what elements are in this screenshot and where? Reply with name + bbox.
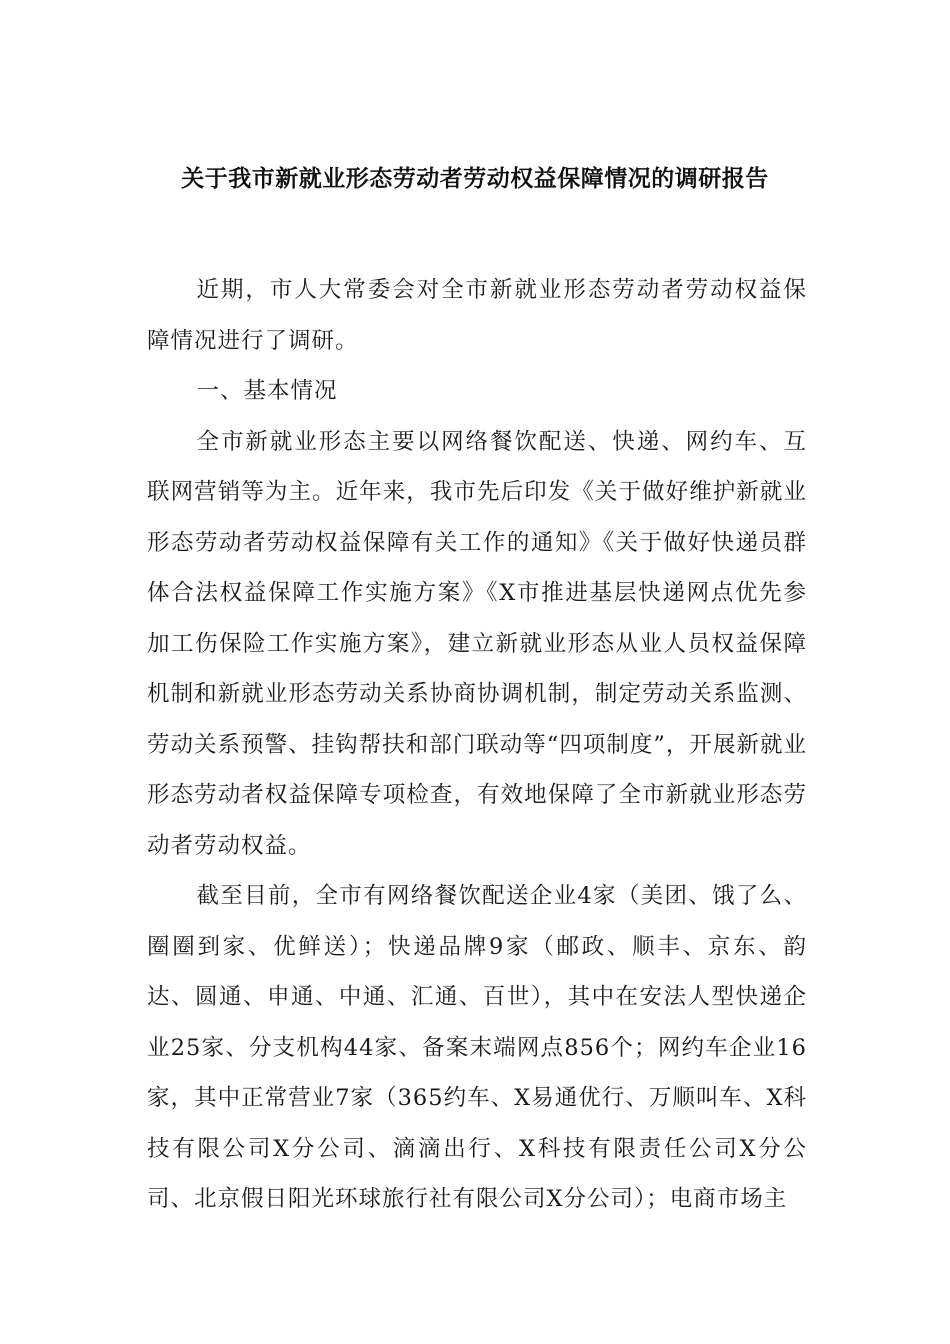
paragraph-statistics: 截至目前，全市有网络餐饮配送企业4家（美团、饿了么、圈圈到家、优鲜送）；快递品牌9家（邮政、顺丰、京东、韵达、圆通、申通、中通、汇通、百世），其中在安法人型快递企业25家、分支机构44家、备案末端网点856个；网约车企业16家，其中正常营业7家（365约车、X易通优行、万顺叫车、X科技有限公司X分公司、滴滴出行、X科技有限责任公司X分公司、北京假日阳光环球旅行社有限公司X分公司）；电商市场主	[147, 883, 807, 1212]
document-title: 关于我市新就业形态劳动者劳动权益保障情况的调研报告	[181, 166, 769, 192]
paragraph-intro: 近期，市人大常委会对全市新就业形态劳动者劳动权益保障情况进行了调研。	[147, 277, 807, 354]
paragraph-overview: 全市新就业形态主要以网络餐饮配送、快递、网约车、互联网营销等为主。近年来，我市先后印发《关于做好维护新就业形态劳动者劳动权益保障有关工作的通知》《关于做好快递员群体合法权益保障工作实施方案》《X市推进基层快递网点优先参加工伤保险工作实施方案》，建立新就业形态从业人员权益保障机制和新就业形态劳动关系协商协调机制，制定劳动关系监测、劳动关系预警、挂钩帮扶和部门联动等“四项制度”，开展新就业形态劳动者权益保障专项检查，有效地保障了全市新就业形态劳动者劳动权益。	[147, 428, 807, 859]
section-heading-basic-situation: 一、基本情况	[196, 378, 338, 404]
document-body	[147, 265, 807, 1225]
